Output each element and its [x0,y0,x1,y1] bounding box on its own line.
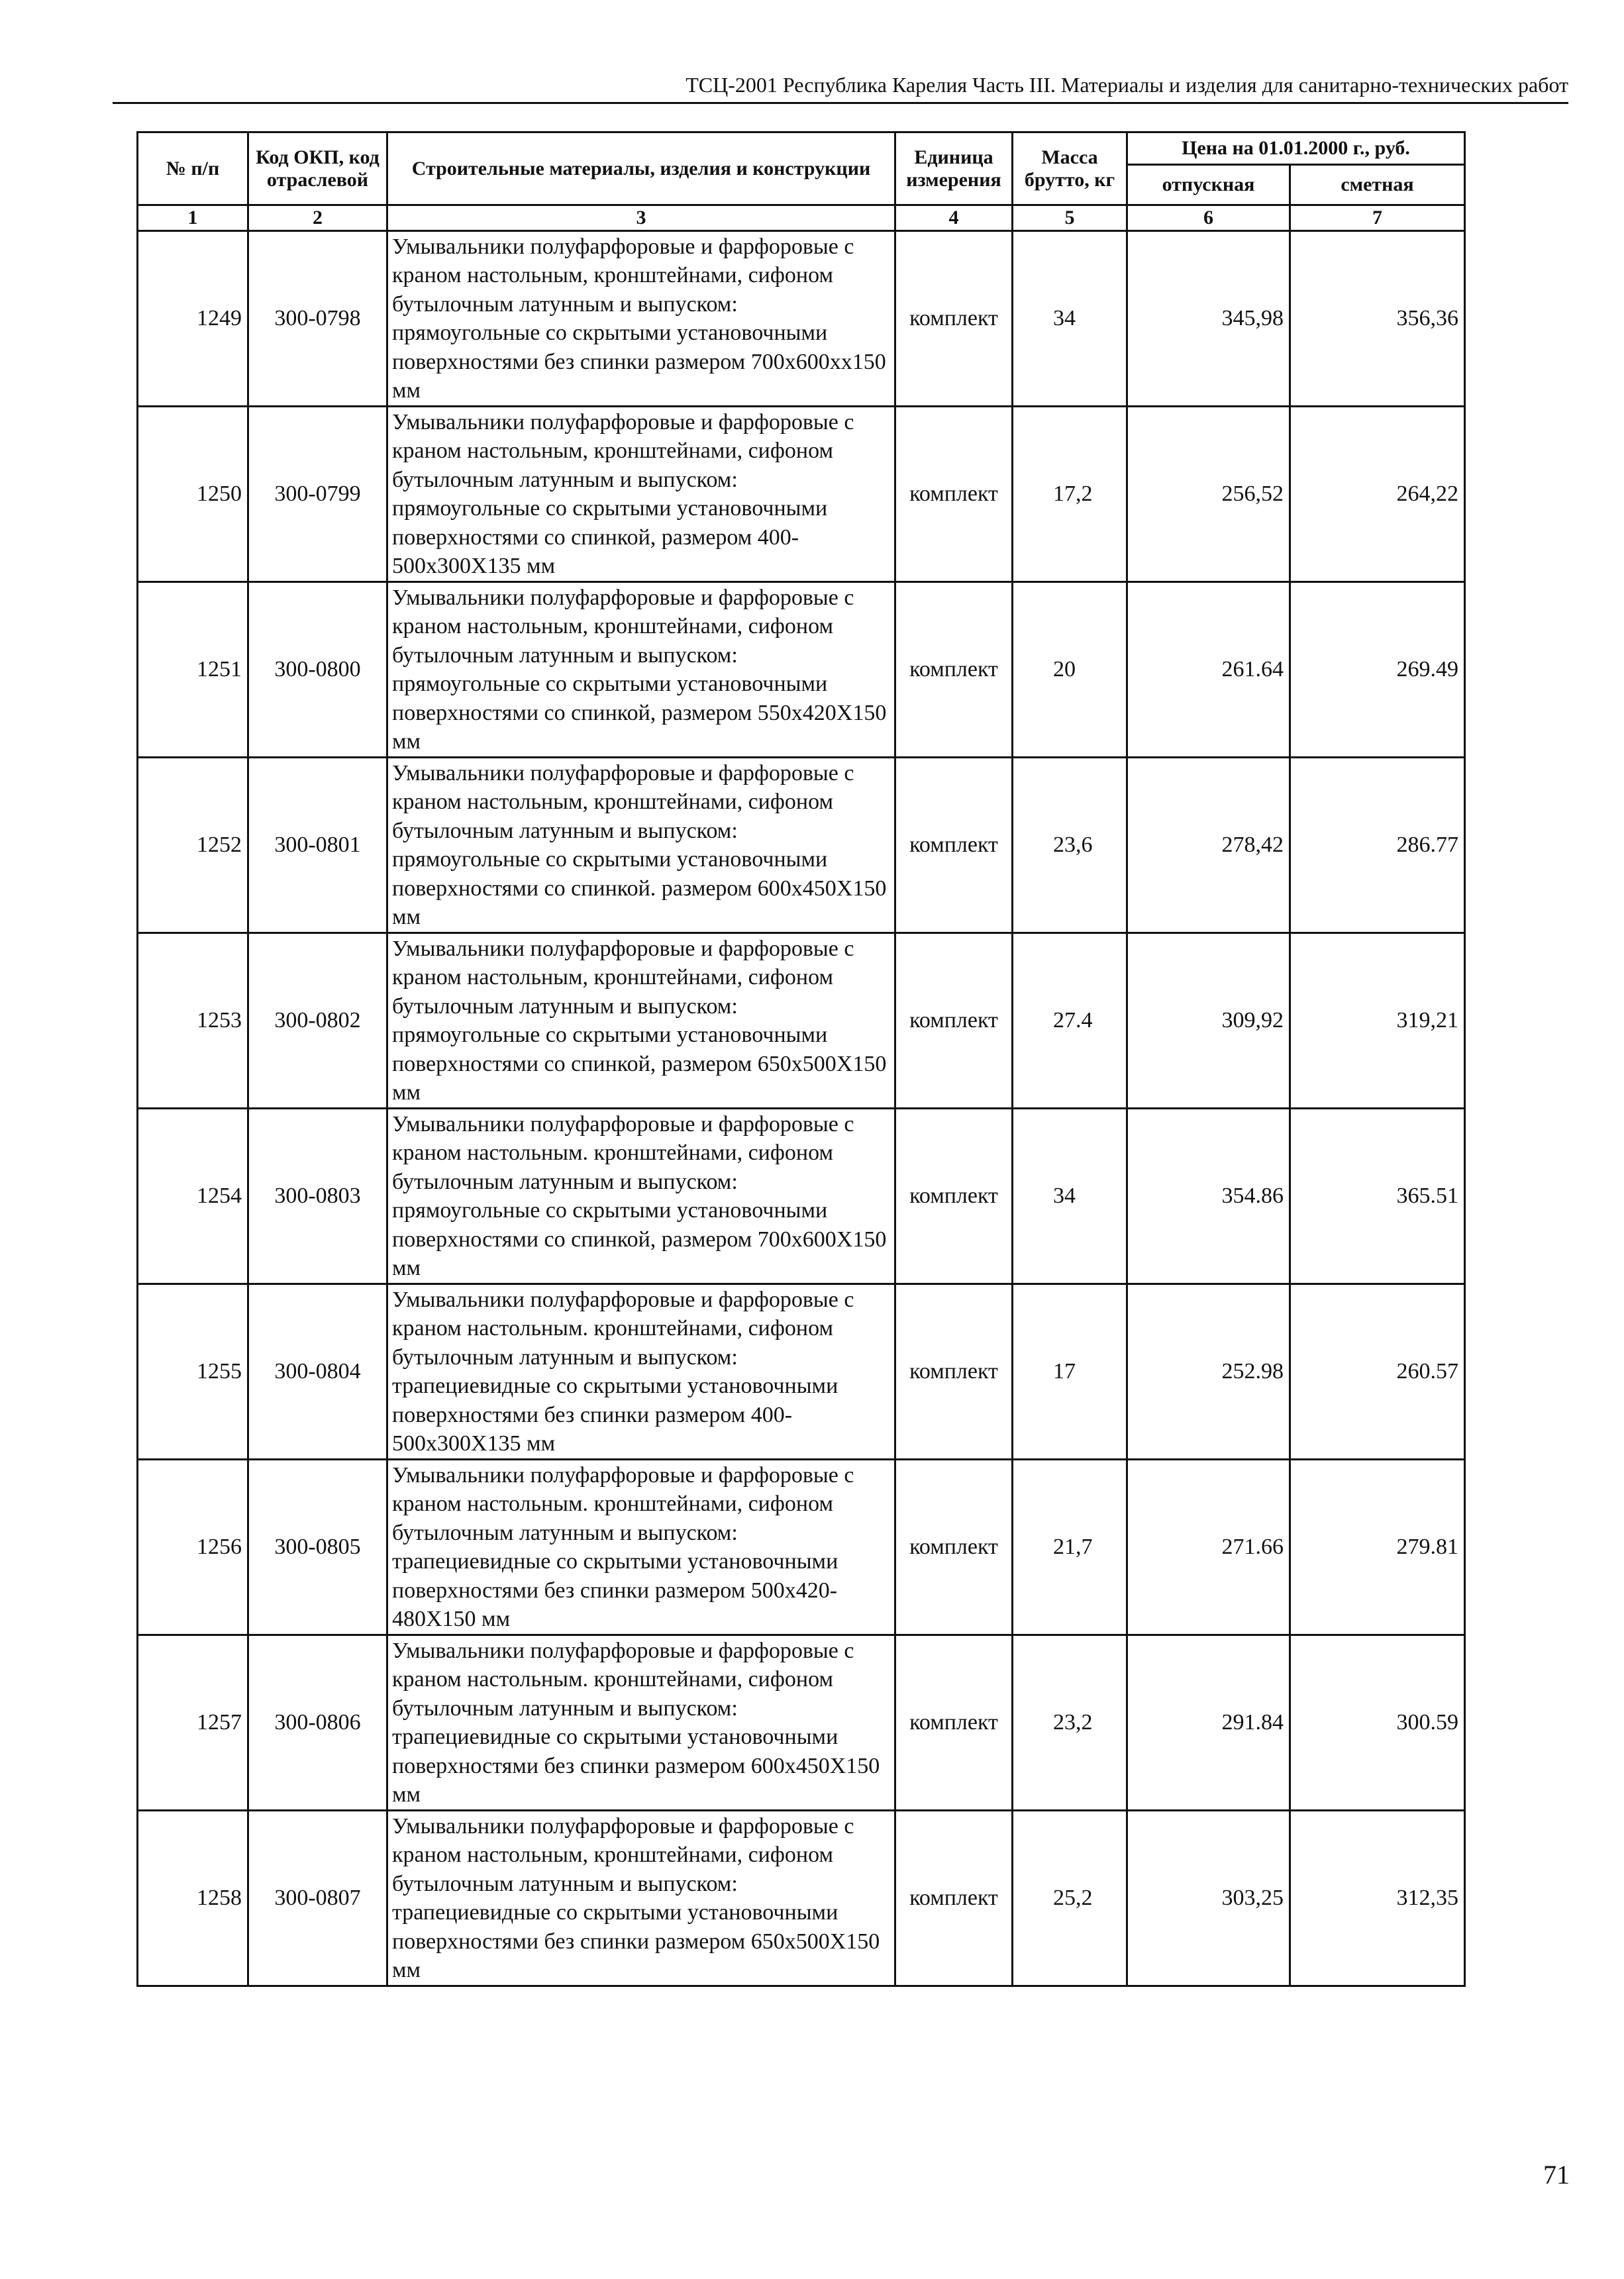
gross-mass: 27.4 [1013,933,1127,1109]
row-number: 1257 [138,1635,248,1811]
price-release: 278,42 [1127,758,1290,933]
table-row [138,933,1465,1109]
gross-mass: 23,2 [1013,1635,1127,1811]
table-row [138,1635,1465,1811]
col-header-num: № п/п [138,132,248,205]
table-row [138,407,1465,582]
table-row [138,1811,1465,1986]
column-number: 5 [1013,205,1127,231]
unit-of-measure: комплект [895,1635,1013,1811]
table-row [138,231,1465,407]
col-header-unit: Единица измерения [895,132,1013,205]
col-header-material: Строительные материалы, изделия и конструкции [387,132,895,205]
gross-mass: 34 [1013,1109,1127,1284]
okp-code: 300-0807 [248,1811,387,1986]
unit-of-measure: комплект [895,1811,1013,1986]
material-description: Умывальники полуфарфоровые и фарфоровые с краном настольным. кронштейнами, сифоном бутылочным латунным и выпуском: трапециевидные со скрытыми установочными поверхностями без спинки размером 600x450X150 мм [387,1635,895,1811]
gross-mass: 17 [1013,1284,1127,1460]
price-estimate: 312,35 [1290,1811,1465,1986]
gross-mass: 21,7 [1013,1460,1127,1635]
price-estimate: 286.77 [1290,758,1465,933]
okp-code: 300-0803 [248,1109,387,1284]
okp-code: 300-0801 [248,758,387,933]
okp-code: 300-0800 [248,582,387,758]
row-number: 1249 [138,231,248,407]
table-header-row [138,132,1465,165]
price-release: 303,25 [1127,1811,1290,1986]
price-estimate: 319,21 [1290,933,1465,1109]
material-description: Умывальники полуфарфоровые и фарфоровые с краном настольным, кронштейнами, сифоном бутылочным латунным и выпуском: прямоугольные со скрытыми установочными поверхностями без спинки размером 700x600xx150 мм [387,231,895,407]
row-number: 1255 [138,1284,248,1460]
price-estimate: 264,22 [1290,407,1465,582]
material-description: Умывальники полуфарфоровые и фарфоровые с краном настольным, кронштейнами, сифоном бутылочным латунным и выпуском: прямоугольные со скрытыми установочными поверхностями со спинкой, размером 550x420X150 мм [387,582,895,758]
header-rule [113,102,1568,104]
column-number-row [138,205,1465,231]
price-release: 345,98 [1127,231,1290,407]
column-number: 6 [1127,205,1290,231]
column-number: 7 [1290,205,1465,231]
price-release: 309,92 [1127,933,1290,1109]
table-row [138,1284,1465,1460]
page-header: ТСЦ-2001 Республика Карелия Часть III. Материалы и изделия для санитарно-технических работ [685,73,1568,97]
okp-code: 300-0805 [248,1460,387,1635]
price-table [136,131,1466,1987]
column-number: 4 [895,205,1013,231]
gross-mass: 17,2 [1013,407,1127,582]
material-description: Умывальники полуфарфоровые и фарфоровые с краном настольным. кронштейнами, сифоном бутылочным латунным и выпуском: трапециевидные со скрытыми установочными поверхностями без спинки размером 400-500x300X135 мм [387,1284,895,1460]
col-header-price-estimate: сметная [1290,165,1465,205]
col-header-mass: Масса брутто, кг [1013,132,1127,205]
price-release: 291.84 [1127,1635,1290,1811]
okp-code: 300-0798 [248,231,387,407]
price-release: 252.98 [1127,1284,1290,1460]
row-number: 1251 [138,582,248,758]
okp-code: 300-0802 [248,933,387,1109]
unit-of-measure: комплект [895,933,1013,1109]
okp-code: 300-0806 [248,1635,387,1811]
row-number: 1253 [138,933,248,1109]
material-description: Умывальники полуфарфоровые и фарфоровые с краном настольным. кронштейнами, сифоном бутылочным латунным и выпуском: прямоугольные со скрытыми установочными поверхностями со спинкой, размером 700x600X150 мм [387,1109,895,1284]
price-release: 261.64 [1127,582,1290,758]
price-release: 271.66 [1127,1460,1290,1635]
col-header-price-release: отпускная [1127,165,1290,205]
page-number: 71 [1543,2160,1570,2190]
unit-of-measure: комплект [895,582,1013,758]
material-description: Умывальники полуфарфоровые и фарфоровые с краном настольным, кронштейнами, сифоном бутылочным латунным и выпуском: прямоугольные со скрытыми установочными поверхностями со спинкой, размером 400-500x300X135 мм [387,407,895,582]
gross-mass: 23,6 [1013,758,1127,933]
table-row [138,582,1465,758]
row-number: 1252 [138,758,248,933]
unit-of-measure: комплект [895,1284,1013,1460]
price-estimate: 269.49 [1290,582,1465,758]
row-number: 1256 [138,1460,248,1635]
unit-of-measure: комплект [895,407,1013,582]
material-description: Умывальники полуфарфоровые и фарфоровые с краном настольным, кронштейнами, сифоном бутылочным латунным и выпуском: трапециевидные со скрытыми установочными поверхностями без спинки размером 650x500X150 мм [387,1811,895,1986]
column-number: 2 [248,205,387,231]
okp-code: 300-0799 [248,407,387,582]
price-estimate: 279.81 [1290,1460,1465,1635]
table-row [138,1460,1465,1635]
column-number: 1 [138,205,248,231]
okp-code: 300-0804 [248,1284,387,1460]
gross-mass: 34 [1013,231,1127,407]
price-release: 256,52 [1127,407,1290,582]
price-estimate: 300.59 [1290,1635,1465,1811]
col-header-okp-code: Код ОКП, код отраслевой [248,132,387,205]
price-release: 354.86 [1127,1109,1290,1284]
material-description: Умывальники полуфарфоровые и фарфоровые с краном настольным, кронштейнами, сифоном бутылочным латунным и выпуском: прямоугольные со скрытыми установочными поверхностями со спинкой, размером 650x500X150 мм [387,933,895,1109]
unit-of-measure: комплект [895,231,1013,407]
table-row [138,1109,1465,1284]
gross-mass: 25,2 [1013,1811,1127,1986]
row-number: 1258 [138,1811,248,1986]
price-estimate: 356,36 [1290,231,1465,407]
material-description: Умывальники полуфарфоровые и фарфоровые с краном настольным. кронштейнами, сифоном бутылочным латунным и выпуском: трапециевидные со скрытыми установочными поверхностями без спинки размером 500x420-480X150 мм [387,1460,895,1635]
unit-of-measure: комплект [895,1460,1013,1635]
gross-mass: 20 [1013,582,1127,758]
row-number: 1254 [138,1109,248,1284]
unit-of-measure: комплект [895,758,1013,933]
table-row [138,758,1465,933]
price-estimate: 260.57 [1290,1284,1465,1460]
row-number: 1250 [138,407,248,582]
material-description: Умывальники полуфарфоровые и фарфоровые с краном настольным, кронштейнами, сифоном бутылочным латунным и выпуском: прямоугольные со скрытыми установочными поверхностями со спинкой. размером 600x450X150 мм [387,758,895,933]
price-estimate: 365.51 [1290,1109,1465,1284]
column-number: 3 [387,205,895,231]
unit-of-measure: комплект [895,1109,1013,1284]
col-header-price-group: Цена на 01.01.2000 г., руб. [1127,132,1465,165]
